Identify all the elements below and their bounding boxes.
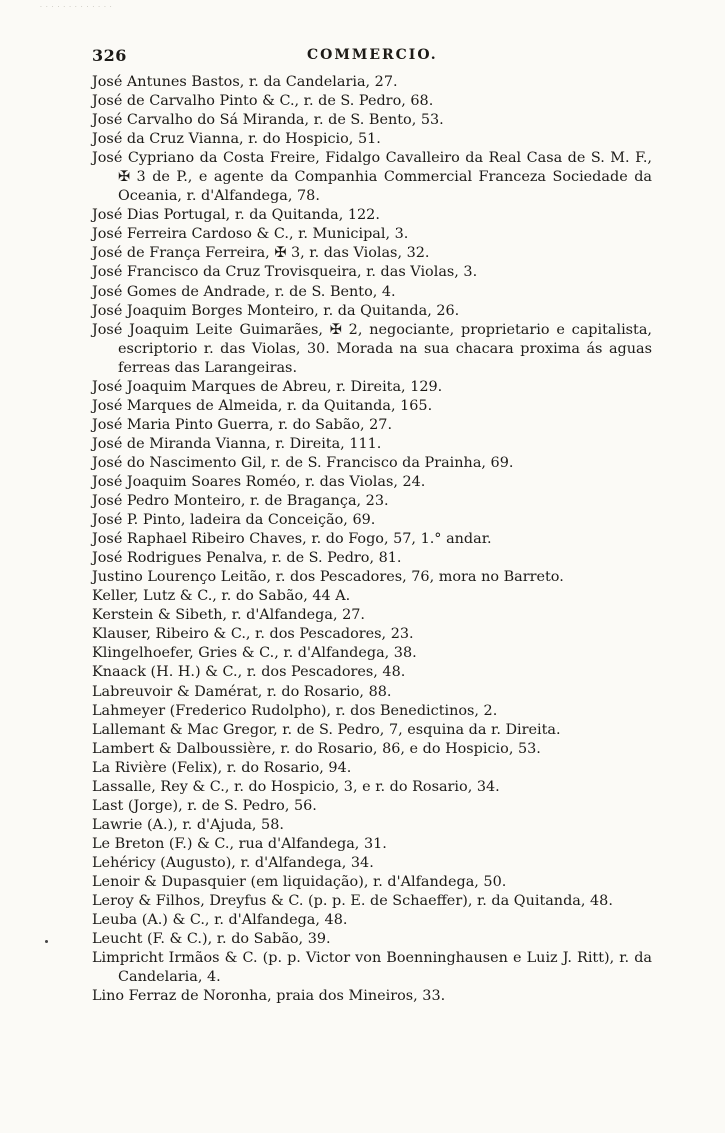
scan-artifact: · · · · · · · · · · · · · [40,4,113,11]
list-item: José de Carvalho Pinto & C., r. de S. Pedro, 68. [92,93,434,110]
list-item: José de França Ferreira, ✠ 3, r. das Violas, 32. [92,245,430,262]
list-item: Leuba (A.) & C., r. d'Alfandega, 48. [92,912,348,929]
running-head: COMMERCIO. [307,47,438,63]
list-item: Klingelhoefer, Gries & C., r. d'Alfandega, 38. [92,645,417,662]
list-item: José Joaquim Borges Monteiro, r. da Quitanda, 26. [92,302,460,319]
list-item: José Rodrigues Penalva, r. de S. Pedro, 81. [92,550,402,567]
list-item: José Joaquim Leite Guimarães, ✠ 2, negociante, proprietario e capitalista, escriptorio r. das Violas, 30. Morada na sua chacara proxima ás aguas ferreas das Larangeiras. [92,321,652,376]
list-item: José Gomes de Andrade, r. de S. Bento, 4. [92,283,396,300]
list-item: Lenoir & Dupasquier (em liquidação), r. d'Alfandega, 50. [92,873,507,890]
list-item: José da Cruz Vianna, r. do Hospicio, 51. [92,131,381,148]
list-item: Last (Jorge), r. de S. Pedro, 56. [92,797,317,814]
list-item: Leucht (F. & C.), r. do Sabão, 39. [92,931,331,948]
list-item: José Marques de Almeida, r. da Quitanda, 165. [92,397,433,414]
list-item: Le Breton (F.) & C., rua d'Alfandega, 31. [92,835,387,852]
list-item: Labreuvoir & Damérat, r. do Rosario, 88. [92,683,392,700]
list-item: La Rivière (Felix), r. do Rosario, 94. [92,759,352,776]
list-item: José Pedro Monteiro, r. de Bragança, 23. [92,493,389,510]
list-item: Justino Lourenço Leitão, r. dos Pescadores, 76, mora no Barreto. [92,569,564,586]
list-item: José Dias Portugal, r. da Quitanda, 122. [92,207,380,224]
list-item: José Joaquim Soares Roméo, r. das Violas, 24. [92,473,426,490]
list-item: Lino Ferraz de Noronha, praia dos Mineiros, 33. [92,988,446,1005]
list-item: Limpricht Irmãos & C. (p. p. Victor von Boenninghausen e Luiz J. Ritt), r. da Candelaria, 4. [92,950,652,986]
list-item: Keller, Lutz & C., r. do Sabão, 44 A. [92,588,351,605]
list-item: José do Nascimento Gil, r. de S. Francisco da Prainha, 69. [92,454,514,471]
list-item: José de Miranda Vianna, r. Direita, 111. [92,435,382,452]
list-item: José P. Pinto, ladeira da Conceição, 69. [92,512,376,529]
list-item: José Ferreira Cardoso & C., r. Municipal, 3. [92,226,409,243]
list-item: Kerstein & Sibeth, r. d'Alfandega, 27. [92,607,365,624]
list-item: José Raphael Ribeiro Chaves, r. do Fogo, 57, 1.° andar. [92,531,492,548]
list-item: Lehéricy (Augusto), r. d'Alfandega, 34. [92,854,374,871]
list-item: Lassalle, Rey & C., r. do Hospicio, 3, e r. do Rosario, 34. [92,778,500,795]
list-item: Lambert & Dalboussière, r. do Rosario, 86, e do Hospicio, 53. [92,740,541,757]
list-item: José Maria Pinto Guerra, r. do Sabão, 27. [92,416,393,433]
list-item: José Joaquim Marques de Abreu, r. Direita, 129. [92,378,443,395]
directory-list [92,73,652,1006]
list-item: Lahmeyer (Frederico Rudolpho), r. dos Benedictinos, 2. [92,702,498,719]
list-item: Leroy & Filhos, Dreyfus & C. (p. p. E. de Schaeffer), r. da Quitanda, 48. [92,893,613,910]
list-item: José Antunes Bastos, r. da Candelaria, 27. [92,74,398,90]
list-item: José Carvalho do Sá Miranda, r. de S. Bento, 53. [92,112,444,129]
list-item: Knaack (H. H.) & C., r. dos Pescadores, 48. [92,664,406,681]
page-number: 326 [92,46,127,65]
list-item: José Cypriano da Costa Freire, Fidalgo Cavalleiro da Real Casa de S. M. F., ✠ 3 de P., e agente da Companhia Commercial Franceza Sociedade da Oceania, r. d'Alfandega, 78. [92,150,652,205]
list-item: Lallemant & Mac Gregor, r. de S. Pedro, 7, esquina da r. Direita. [92,721,561,738]
page-header [92,46,647,70]
margin-mark [45,940,48,943]
list-item: Klauser, Ribeiro & C., r. dos Pescadores, 23. [92,626,414,643]
list-item: José Francisco da Cruz Trovisqueira, r. das Violas, 3. [92,264,478,281]
list-item: Lawrie (A.), r. d'Ajuda, 58. [92,816,284,833]
